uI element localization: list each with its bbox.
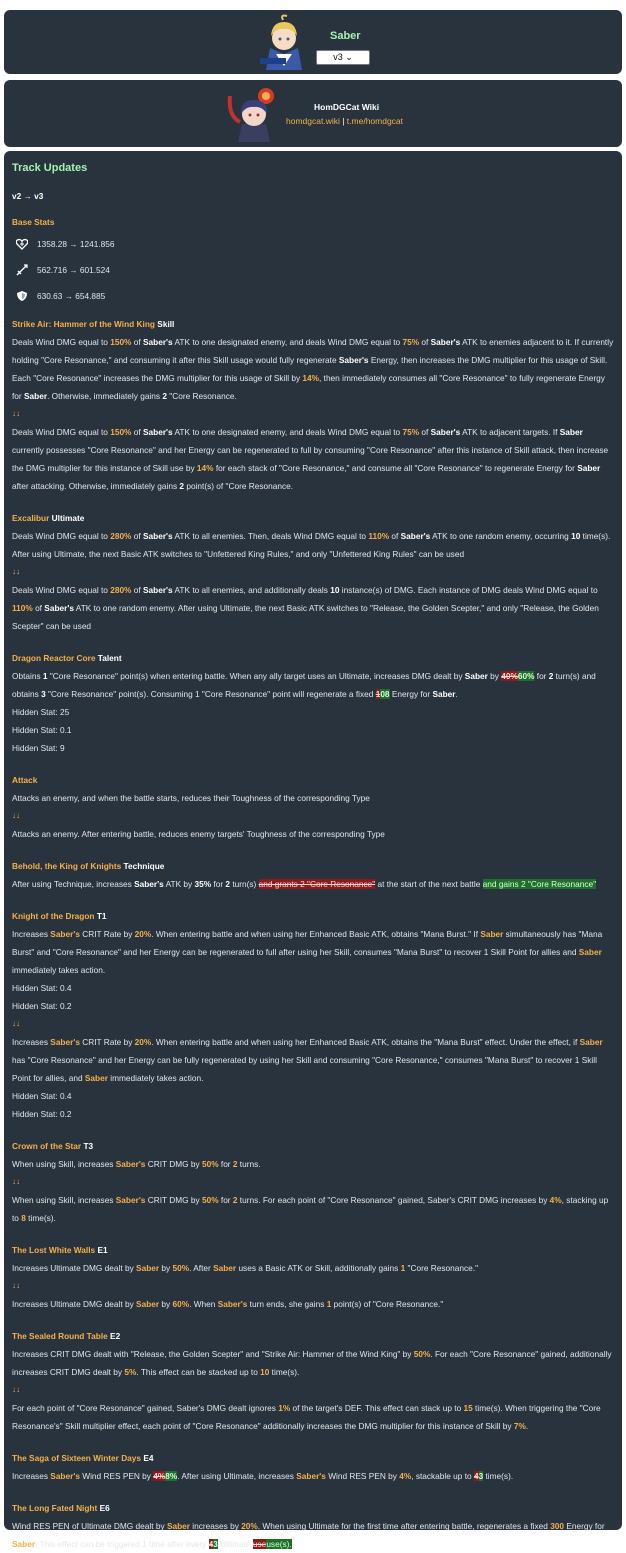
e6-heading	[12, 1499, 614, 1517]
skill-heading	[12, 315, 614, 333]
e1-name: The Lost White Walls	[12, 1245, 96, 1255]
base-stats-heading: Base Stats	[12, 217, 55, 227]
change-arrow: ↓↓	[12, 409, 20, 418]
change-arrow: ↓↓	[12, 1385, 20, 1394]
t1-heading	[12, 907, 614, 925]
e4-heading	[12, 1449, 614, 1467]
saber-avatar	[256, 14, 312, 70]
change-arrow: ↓↓	[12, 1019, 20, 1028]
e4-desc: Increases Saber's Wind RES PEN by 4%8%. After using Ultimate, increases Saber's Wind RES PEN by 4%, stackable up to 43 time(s).	[12, 1471, 514, 1481]
wiki-links	[286, 115, 403, 127]
ultimate-old-desc: Deals Wind DMG equal to 280% of Saber's ATK to all enemies. Then, deals Wind DMG equal to 110% of Saber's ATK to one random enemy, occurring 10 time(s). After using Ultimate, the next Basic ATK switches to "Unfettered King Rules," and only "Unfettered King Rules" can be used	[12, 531, 611, 559]
hidden-stat: Hidden Stat: 0.2	[12, 1109, 72, 1119]
hidden-stat: Hidden Stat: 25	[12, 707, 70, 717]
t3-type: T3	[83, 1141, 94, 1151]
e6-desc: Wind RES PEN of Ultimate DMG dealt by Saber increases by 20%. When using Ultimate for the first time after entering battle, regenerates a fixed 300 Energy for Saber. This effect can be triggered 1 time after every 43 Ultimate useuse(s).	[12, 1521, 605, 1549]
t1-new-desc: Increases Saber's CRIT Rate by 20%. When entering battle and when using her Enhanced Basic ATK, obtains the "Mana Burst" effect. Under the effect, if Saber has "Core Resonance" and her Energy can be fully regenerated by using her Skill and consuming "Core Resonance," consumes "Mana Burst" to recover 1 Skill Point for allies, and Saber immediately takes action.	[12, 1037, 603, 1083]
wiki-link[interactable]: homdgcat.wiki	[286, 116, 340, 126]
wiki-banner	[4, 80, 622, 147]
e1-old-desc: Increases Ultimate DMG dealt by Saber by 50%. After Saber uses a Basic ATK or Skill, additionally gains 1 "Core Resonance."	[12, 1263, 479, 1273]
chevron-down-icon: ⌄	[345, 52, 353, 62]
change-arrow: ↓↓	[12, 811, 20, 820]
t1-old-desc: Increases Saber's CRIT Rate by 20%. When entering battle and when using her Enhanced Basic ATK, obtains "Mana Burst." If Saber simultaneously has "Mana Burst" and "Core Resonance" and her Energy can be regenerated to full after using her Skill, consumes "Mana Burst" to recover 1 Skill Point for allies and Saber immediately takes action.	[12, 929, 603, 975]
skill-new-desc: Deals Wind DMG equal to 150% of Saber's ATK to one designated enemy, and deals Wind DMG equal to 75% of Saber's ATK to adjacent targets. If Saber currently possesses "Core Resonance" and her Energy can be regenerated to full by consuming "Core Resonance" after this instance of Skill attack, then increase the DMG multiplier for this instance of Skill use by 14% for each stack of "Core Resonance," and consume all "Core Resonance" to regenerate Energy for Saber after attacking. Otherwise, immediately gains 2 point(s) of "Core Resonance.	[12, 427, 609, 491]
wiki-mascot	[226, 86, 282, 142]
stat-hp	[12, 231, 614, 257]
talent-type: Talent	[97, 653, 122, 663]
track-updates-panel	[4, 151, 622, 1549]
version-select[interactable]	[316, 50, 370, 65]
track-updates-title: Track Updates	[12, 162, 88, 174]
skill-type: Skill	[157, 319, 175, 329]
t3-heading	[12, 1137, 614, 1155]
hidden-stat: Hidden Stat: 0.1	[12, 725, 72, 735]
version-select-value: v3	[333, 52, 343, 62]
e4-type: E4	[143, 1453, 154, 1463]
stat-atk	[12, 257, 614, 283]
change-arrow: ↓↓	[12, 1177, 20, 1186]
hidden-stat: Hidden Stat: 0.4	[12, 983, 72, 993]
e2-name: The Sealed Round Table	[12, 1331, 108, 1341]
stat-hp-value: 1358.28 → 1241.856	[37, 239, 115, 249]
shield-icon	[16, 290, 28, 302]
character-name: Saber	[330, 30, 361, 42]
e2-type: E2	[110, 1331, 121, 1341]
t3-name: Crown of the Star	[12, 1141, 82, 1151]
change-arrow: ↓↓	[12, 1281, 20, 1290]
character-header	[4, 10, 622, 74]
e2-heading	[12, 1327, 614, 1345]
e4-name: The Saga of Sixteen Winter Days	[12, 1453, 142, 1463]
talent-heading	[12, 649, 614, 667]
talent-name: Dragon Reactor Core	[12, 653, 96, 663]
e2-new-desc: For each point of "Core Resonance" gained, Saber's DMG dealt ignores 1% of the target's DEF. This effect can stack up to 15 time(s). When triggering the "Core Resonance's" Skill multiplier effect, each point of "Core Resonance" additionally increases the DMG multiplier for this instance of Skill by 7%.	[12, 1403, 601, 1431]
skill-old-desc: Deals Wind DMG equal to 150% of Saber's ATK to one designated enemy, and deals Wind DMG equal to 75% of Saber's ATK to enemies adjacent to it. If currently holding "Core Resonance," and consuming it after this Skill usage would fully regenerate Saber's Energy, then increases the DMG multiplier for this usage of Skill. Each "Core Resonance" increases the DMG multiplier for this usage of Skill by 14%, then immediately consumes all "Core Resonance" to fully regenerate Energy for Saber. Otherwise, immediately gains 2 "Core Resonance.	[12, 337, 614, 401]
technique-type: Technique	[123, 861, 165, 871]
sword-icon	[16, 264, 28, 276]
t1-name: Knight of the Dragon	[12, 911, 95, 921]
stat-atk-value: 562.716 → 601.524	[37, 265, 110, 275]
e6-type: E6	[99, 1503, 110, 1513]
attack-heading: Attack	[12, 775, 38, 785]
t3-old-desc: When using Skill, increases Saber's CRIT DMG by 50% for 2 turns.	[12, 1159, 261, 1169]
telegram-link[interactable]: t.me/homdgcat	[346, 116, 404, 126]
stat-def-value: 630.63 → 654.885	[37, 291, 106, 301]
e2-old-desc: Increases CRIT DMG dealt with "Release, the Golden Scepter" and "Strike Air: Hammer of the Wind King" by 50%. For each "Core Resonance" gained, additionally increases CRIT DMG dealt by 5%. This effect can be stacked up to 10 time(s).	[12, 1349, 612, 1377]
ultimate-name: Excalibur	[12, 513, 50, 523]
skill-name: Strike Air: Hammer of the Wind King	[12, 319, 155, 329]
t1-type: T1	[96, 911, 107, 921]
heart-icon	[16, 238, 28, 250]
attack-new-desc: Attacks an enemy. After entering battle, reduces enemy targets' Toughness of the corresponding Type	[12, 829, 385, 839]
e6-name: The Long Fated Night	[12, 1503, 98, 1513]
hidden-stat: Hidden Stat: 0.4	[12, 1091, 72, 1101]
e1-new-desc: Increases Ultimate DMG dealt by Saber by 60%. When Saber's turn ends, she gains 1 point(s) of "Core Resonance."	[12, 1299, 444, 1309]
stat-def	[12, 283, 614, 309]
technique-heading	[12, 857, 614, 875]
ultimate-type: Ultimate	[51, 513, 85, 523]
ultimate-new-desc: Deals Wind DMG equal to 280% of Saber's ATK to all enemies, and additionally deals 10 instance(s) of DMG. Each instance of DMG deals Wind DMG equal to 110% of Saber's ATK to one random enemy. After using Ultimate, the next Basic ATK switches to "Release, the Golden Scepter," and only "Release, the Golden Scepter" can be used	[12, 585, 599, 631]
t3-new-desc: When using Skill, increases Saber's CRIT DMG by 50% for 2 turns. For each point of "Core Resonance" gained, Saber's CRIT DMG increases by 4%, stacking up to 8 time(s).	[12, 1195, 609, 1223]
hidden-stat: Hidden Stat: 0.2	[12, 1001, 72, 1011]
technique-name: Behold, the King of Knights	[12, 861, 122, 871]
attack-old-desc: Attacks an enemy, and when the battle starts, reduces their Toughness of the corresponding Type	[12, 793, 370, 803]
technique-desc: After using Technique, increases Saber's ATK by 35% for 2 turn(s) and grants 2 "Core Resonance" at the start of the next battle and gains 2 "Core Resonance"	[12, 879, 597, 889]
ultimate-heading	[12, 509, 614, 527]
hidden-stat: Hidden Stat: 9	[12, 743, 65, 753]
version-diff: v2 → v3	[12, 191, 44, 201]
link-separator: |	[339, 116, 347, 126]
e1-heading	[12, 1241, 614, 1259]
talent-desc: Obtains 1 "Core Resonance" point(s) when entering battle. When any ally target uses an Ultimate, increases DMG dealt by Saber by 40%60% for 2 turn(s) and obtains 3 "Core Resonance" point(s). Consuming 1 "Core Resonance" point will regenerate a fixed 108 Energy for Saber.	[12, 671, 596, 699]
wiki-title: HomDGCat Wiki	[314, 102, 380, 112]
change-arrow: ↓↓	[12, 567, 20, 576]
e1-type: E1	[97, 1245, 108, 1255]
